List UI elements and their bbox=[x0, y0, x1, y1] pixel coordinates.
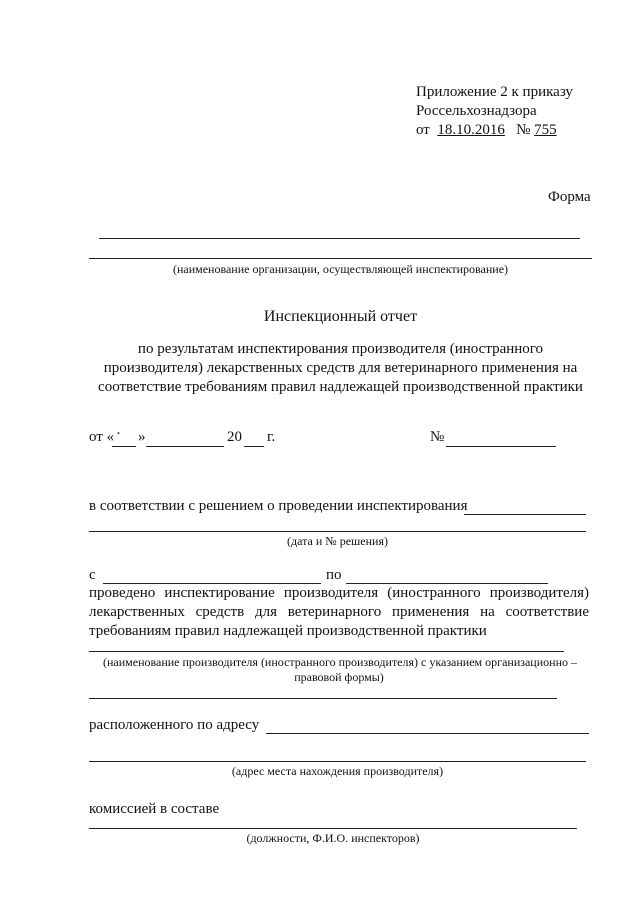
annex-title: Приложение 2 к приказу bbox=[416, 84, 573, 100]
year-blank bbox=[244, 446, 264, 447]
report-title: Инспекционный отчет bbox=[263, 308, 418, 325]
decision-caption: (дата и № решения) bbox=[287, 534, 388, 548]
report-number-sign: № bbox=[430, 429, 445, 445]
subtitle-line-3: соответствие требованиям правил надлежащей производственной практики bbox=[98, 379, 583, 395]
subtitle-line-2: производителя) лекарственных средств для ветеринарного применения на bbox=[103, 360, 578, 376]
period-text-line-2: лекарственных средств для ветеринарного применения на соответствие bbox=[89, 604, 589, 620]
address-label: расположенного по адресу bbox=[89, 717, 260, 733]
period-text-line-1: проведено инспектирование производителя (иностранного производителя) bbox=[89, 585, 589, 601]
year-suffix: г. bbox=[267, 429, 276, 445]
subtitle-line-1: по результатам инспектирования производителя (иностранного bbox=[137, 341, 544, 357]
order-date: 18.10.2016 bbox=[437, 122, 505, 138]
period-to-label: по bbox=[326, 567, 342, 583]
order-number: 755 bbox=[534, 122, 557, 138]
number-prefix: № bbox=[516, 122, 531, 138]
report-number-blank bbox=[446, 446, 556, 447]
commission-blank bbox=[89, 828, 577, 829]
month-blank bbox=[146, 446, 224, 447]
period-from-label: с bbox=[89, 567, 96, 583]
decision-blank-1 bbox=[464, 514, 586, 515]
annex-authority: Россельхознадзора bbox=[416, 103, 537, 119]
org-name-line-2 bbox=[89, 258, 592, 259]
decision-blank-2 bbox=[89, 531, 586, 532]
year-prefix: 20 bbox=[227, 429, 242, 445]
period-to-blank bbox=[346, 583, 548, 584]
manufacturer-blank-1 bbox=[89, 651, 564, 652]
day-dot: · bbox=[116, 426, 121, 442]
org-name-line-1 bbox=[99, 238, 580, 239]
annex-order-ref bbox=[416, 121, 557, 140]
date-prefix: от bbox=[416, 122, 430, 138]
period-from-blank bbox=[103, 583, 321, 584]
manufacturer-caption-line-2: правовой формы) bbox=[294, 670, 384, 684]
form-label: Форма bbox=[548, 189, 591, 205]
date-from-label: от « bbox=[89, 429, 115, 445]
period-text-line-3: требованиям правил надлежащей производственной практики bbox=[89, 623, 487, 639]
day-blank bbox=[112, 446, 136, 447]
address-blank-2 bbox=[89, 761, 586, 762]
address-blank-1 bbox=[266, 733, 589, 734]
commission-caption: (должности, Ф.И.О. инспекторов) bbox=[246, 831, 420, 845]
commission-label: комиссией в составе bbox=[89, 801, 220, 817]
decision-text: в соответствии с решением о проведении инспектирования bbox=[89, 498, 468, 514]
date-quote-close: » bbox=[138, 429, 146, 445]
manufacturer-caption-line-1: (наименование производителя (иностранного производителя) с указанием организационно – bbox=[103, 655, 577, 669]
address-caption: (адрес места нахождения производителя) bbox=[231, 764, 444, 778]
org-caption: (наименование организации, осуществляющей инспектирование) bbox=[172, 262, 509, 276]
manufacturer-blank-2 bbox=[89, 698, 557, 699]
